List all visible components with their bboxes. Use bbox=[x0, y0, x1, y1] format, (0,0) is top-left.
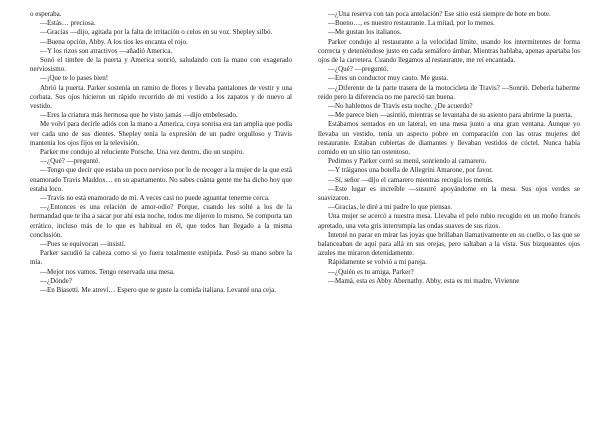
paragraph: —¿Qué? —preguntó. bbox=[328, 65, 389, 74]
paragraph: Parker me condujo al reluciente Porsche. Una vez dentro, dio un suspiro. bbox=[40, 148, 245, 157]
paragraph: —Mejor nos vamos. Tengo reservada una mesa. bbox=[40, 267, 175, 276]
paragraph: —Sí, señor —dijo el camarero mientras recogía los menús. bbox=[328, 175, 494, 184]
left-page bbox=[30, 10, 292, 295]
paragraph: —Tengo que decir que estaba un poco nervioso por lo de recoger a la mujer de la que está enamorado Travis Maddox… en su apartamento. No sabes cuánta gente me ha dicho hoy que estaba loco. bbox=[30, 166, 292, 193]
paragraph: Rápidamente se volvió a mi pareja. bbox=[328, 258, 427, 267]
paragraph: —En Biasetti. Me atreví… Espero que te guste la comida italiana. Levanté una ceja. bbox=[40, 286, 276, 295]
paragraph: —¿Quién es tu amiga, Parker? bbox=[328, 267, 414, 276]
paragraph: o esperaba. bbox=[30, 10, 62, 18]
paragraph: —Pues se equivocan —insistí. bbox=[40, 240, 126, 249]
paragraph: —¿Dónde? bbox=[40, 276, 72, 285]
paragraph: —Me parece bien —asintió, mientras se levantaba de su asiento para abrirme la puerta. bbox=[328, 111, 573, 120]
paragraph: —¿Diferente de la parte trasera de la motocicleta de Travis? —Sonrió. Debería haberme reído pero la diferencia no me pareció tan buena. bbox=[318, 83, 580, 101]
paragraph: Una mujer se acercó a nuestra mesa. Llevaba el pelo rubio recogido en un moño francés apretado, una veta gris interrumpía las ondas suaves de sus rizos. bbox=[318, 212, 580, 230]
paragraph: —Y tráiganos una botella de Allegrini Amarone, por favor. bbox=[328, 166, 493, 175]
paragraph: —Eres la criatura más hermosa que he visto jamás —dijo embelesado. bbox=[40, 111, 238, 120]
paragraph: Me volví para decirle adiós con la mano a America, cuya sonrisa era tan amplia que podía ver cada uno de sus dientes. Shepley tenía la expresión de un padre orgulloso y Travis mantenía los ojos fijos en la televisión. bbox=[30, 120, 292, 147]
paragraph: —Gracias —dijo, agitada por la falta de irritación o celos en su voz. Shepley silbó. bbox=[40, 28, 273, 37]
paragraph: Estábamos sentados en un lateral, en una mesa junto a una gran ventana. Aunque yo llevaba un vestido, tenía un aspecto pobre en comparación con las otras mujeres del restaurante. Estaban cubiertas de diamantes y llevaban vestidos de cóctel. Nunca había comido en un sitio tan ostentoso. bbox=[318, 120, 580, 157]
paragraph: —No hablemos de Travis esta noche. ¿De acuerdo? bbox=[328, 102, 473, 111]
paragraph: —Bueno…, es nuestro restaurante. La mitad, por lo menos. bbox=[328, 19, 495, 28]
paragraph: —Travis no está enamorado de mí. A veces casi no puede aguantar tenerme cerca. bbox=[40, 194, 270, 203]
paragraph: Abrió la puerta. Parker sostenía un ramito de flores y llevaba pantalones de vestir y una corbata. Sus ojos hicieron un rápido recorrido de mi vestido a los zapatos y de nuevo al vestido. bbox=[30, 83, 292, 111]
paragraph: —Y los rizos son atractivos —añadió America. bbox=[40, 46, 173, 55]
paragraph: —Mamá, esta es Abby Abernathy. Abby, esta es mi madre, Vivienne bbox=[328, 276, 520, 285]
paragraph: —Me gustan los italianos. bbox=[328, 28, 402, 37]
paragraph: —¡Que te lo pases bien! bbox=[40, 74, 109, 83]
paragraph: Sonó el timbre de la puerta y America sonrió, saludando con la mano con exagerado nerviosismo. bbox=[30, 56, 292, 74]
paragraph: Parker condujo al restaurante a la velocidad límite, usando los intermitentes de forma correcta y deteniéndose justo en cada semáforo ámbar. Mientras hablaba, apenas apartaba los ojos de la carretera. Cuando llegamos al restaurante, me reí encantada. bbox=[318, 37, 580, 65]
paragraph: —Buena opción, Abby. A los tíos les encanta el rojo. bbox=[40, 37, 188, 46]
paragraph: —¿Entonces es una relación de amor-odio? Porque, cuando les solté a los de la hermandad que te iba a sacar por ahí esta noche, todos me dijeron lo mismo. Se comporta tan errático, incluso más de lo que es habitual en él, que todos han llegado a la misma conclusión. bbox=[30, 203, 292, 239]
paragraph: Parker sacudió la cabeza como si yo fuera totalmente estúpida. Posó su mano sobre la mía. bbox=[30, 249, 292, 267]
paragraph: —Eres un conductor muy cauto. Me gusta. bbox=[328, 74, 449, 83]
paragraph: —Estás… preciosa. bbox=[40, 19, 96, 28]
right-page bbox=[318, 10, 580, 286]
paragraph: —Gracias, le diré a mi padre lo que piensas. bbox=[328, 203, 453, 212]
paragraph: —¿Qué? —pregunté. bbox=[40, 157, 100, 166]
paragraph: —¿Una reserva con tan poca antelación? Ese sitio está siempre de bote en bote. bbox=[328, 10, 551, 18]
paragraph: Intenté no parar en mirar las joyas que brillaban llamativamente en su cuello, o las que se balanceaban de aquí para allá en sus orejas, pero saltaban a la vista. Sus bizqueantes ojos azules me miraron detenidamente. bbox=[318, 230, 580, 258]
paragraph: —Este lugar es increíble —susurré apoyándome en la mesa. Sus ojos verdes se suavizaron. bbox=[318, 184, 580, 203]
paragraph: Pedimos y Parker cerró su menú, sonriendo al camarero. bbox=[328, 157, 487, 166]
